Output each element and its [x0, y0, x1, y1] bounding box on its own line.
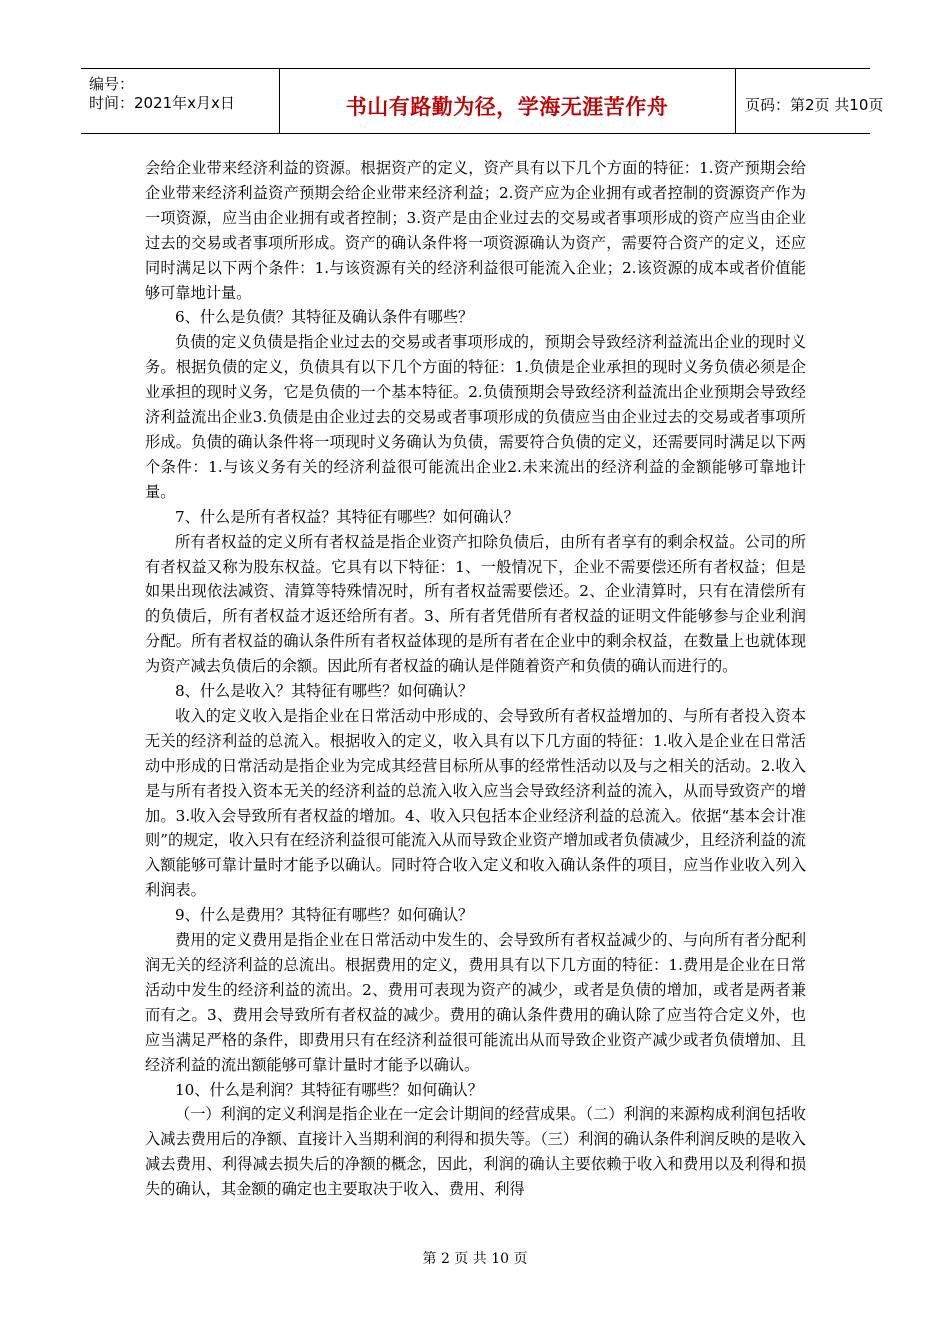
- paragraph-assets-continued: 会给企业带来经济利益的资源。根据资产的定义，资产具有以下几个方面的特征：1.资产预期会给企业带来经济利益资产预期会给企业带来经济利益；2.资产应为企业拥有或者控制的资源资产作为一项资源，应当由企业拥有或者控制；3.资产是由企业过去的交易或者事项形成的资产应当由企业过去的交易或者事项所形成。资产的确认条件将一项资源确认为资产，需要符合资产的定义，还应同时满足以下两个条件：1.与该资源有关的经济利益很可能流入企业；2.该资源的成本或者价值能够可靠地计量。: [145, 159, 806, 302]
- question-10-heading: 10、什么是利润？其特征有哪些？如何确认？: [175, 1080, 483, 1099]
- document-body: [145, 156, 806, 1202]
- header-motto-cell: [279, 69, 736, 133]
- document-date-label: 时间：2021年x月x日: [89, 94, 235, 112]
- answer-6-paragraph: 负债的定义负债是指企业过去的交易或者事项形成的，预期会导致经济利益流出企业的现时义务。根据负债的定义，负债具有以下几个方面的特征：1.负债是企业承担的现时义务负债必须是企业承担的现时义务，它是负债的一个基本特征。2.负债预期会导致经济利益流出企业预期会导致经济利益流出企业3.负债是由企业过去的交易或者事项形成的负债应当由企业过去的交易或者事项所形成。负债的确认条件将一项现时义务确认为负债，需要符合负债的定义，还需要同时满足以下两个条件：1.与该义务有关的经济利益很可能流出企业2.未来流出的经济利益的金额能够可靠地计量。: [145, 333, 806, 501]
- answer-8-paragraph: 收入的定义收入是指企业在日常活动中形成的、会导致所有者权益增加的、与所有者投入资本无关的经济利益的总流入。根据收入的定义，收入具有以下几方面的特征：1.收入是企业在日常活动中形成的日常活动是指企业为完成其经营目标所从事的经常性活动以及与之相关的活动。2.收入是与所有者投入资本无关的经济利益的总流入收入应当会导致经济利益的流入，从而导致资产的增加。3.收入会导致所有者权益的增加。4、收入只包括本企业经济利益的总流入。依据“基本会计准则”的规定，收入只有在经济利益很可能流入从而导致企业资产增加或者负债减少，且经济利益的流入额能够可靠计量时才能予以确认。同时符合收入定义和收入确认条件的项目，应当作业收入列入利润表。: [145, 706, 806, 900]
- question-8-heading: 8、什么是收入？其特征有哪些？如何确认？: [175, 682, 474, 701]
- answer-7-paragraph: 所有者权益的定义所有者权益是指企业资产扣除负债后，由所有者享有的剩余权益。公司的所有者权益又称为股东权益。它具有以下特征：1、一般情况下，企业不需要偿还所有者权益；但是如果出现依法减资、清算等特殊情况时，所有者权益需要偿还。2、企业清算时，只有在清偿所有的负债后，所有者权益才返还给所有者。3、所有者凭借所有者权益的证明文件能够参与企业利润分配。所有者权益的确认条件所有者权益体现的是所有者在企业中的剩余权益，在数量上也就体现为资产减去负债后的余额。因此所有者权益的确认是伴随着资产和负债的确认而进行的。: [145, 532, 806, 676]
- answer-10-paragraph: （一）利润的定义利润是指企业在一定会计期间的经营成果。（二）利润的来源构成利润包括收入减去费用后的净额、直接计入当期利润的利得和损失等。（三）利润的确认条件利润反映的是收入减去费用、利得减去损失后的净额的概念，因此，利润的确认主要依赖于收入和费用以及利得和损失的确认，其金额的确定也主要取决于收入、费用、利得: [145, 1105, 806, 1199]
- document-number-label: 编号：: [89, 75, 135, 93]
- question-7-heading: 7、什么是所有者权益？其特征有哪些？如何确认？: [175, 507, 519, 526]
- question-9-heading: 9、什么是费用？其特征有哪些？如何确认？: [175, 906, 474, 925]
- header-meta-cell: [81, 69, 280, 133]
- header-page-number: 页码：第2页 共10页: [745, 96, 884, 114]
- page-header: [81, 68, 884, 134]
- header-motto: 书山有路勤为径，学海无涯苦作舟: [345, 95, 669, 119]
- question-6-heading: 6、什么是负债？其特征及确认条件有哪些？: [175, 308, 474, 327]
- page-footer: 第 2 页 共 10 页: [422, 1251, 528, 1267]
- answer-9-paragraph: 费用的定义费用是指企业在日常活动中发生的、会导致所有者权益减少的、与向所有者分配利润无关的经济利益的总流出。根据费用的定义，费用具有以下几方面的特征：1.费用是企业在日常活动中发生的经济利益的流出。2、费用可表现为资产的减少，或者是负债的增加，或者是两者兼而有之。3、费用会导致所有者权益的减少。费用的确认条件费用的确认除了应当符合定义外，也应当满足严格的条件，即费用只有在经济利益很可能流出从而导致企业资产减少或者负债增加、且经济利益的流出额能够可靠计量时才能予以确认。: [145, 931, 806, 1074]
- header-page-cell: [735, 69, 884, 133]
